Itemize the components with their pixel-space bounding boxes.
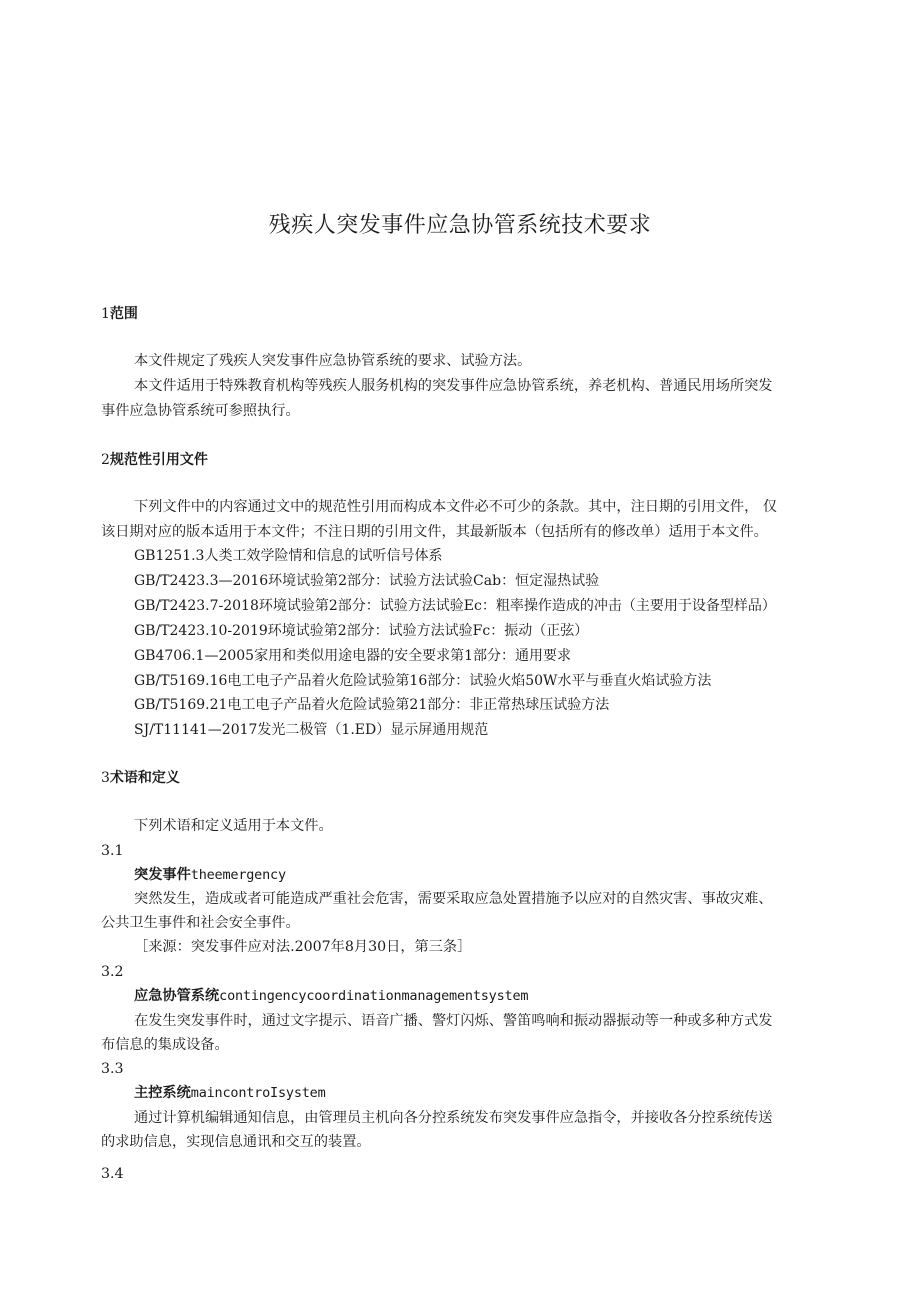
term-number: 3.2 bbox=[101, 964, 124, 980]
term-en: theemergency bbox=[190, 867, 286, 883]
term-zh: 应急协管系统 bbox=[134, 988, 220, 1004]
section-2-heading bbox=[101, 450, 208, 470]
reference-item: SJ/T11141—2017发光二极管（1.ED）显示屏通用规范 bbox=[134, 722, 489, 738]
paragraph-continuation: 该日期对应的版本适用于本文件；不注日期的引用文件，其最新版本（包括所有的修改单）适用于本文件。 bbox=[101, 524, 768, 540]
section-1-heading bbox=[101, 304, 138, 324]
section-number: 3 bbox=[101, 770, 110, 786]
reference-item: GB1251.3人类工效学险情和信息的试听信号体系 bbox=[134, 548, 443, 564]
term-definition: 通过计算机编辑通知信息，由管理员主机向各分控系统发布突发事件应急指令，并接收各分控系统传送 bbox=[134, 1110, 773, 1126]
paragraph: 下列术语和定义适用于本文件。 bbox=[134, 818, 333, 834]
reference-item: GB/T2423.10-2019环境试验第2部分：试验方法试验Fc：振动（正弦） bbox=[134, 623, 589, 639]
paragraph: 下列文件中的内容通过文中的规范性引用而构成本文件必不可少的条款。其中，注日期的引用文件， 仅 bbox=[134, 499, 777, 515]
paragraph-continuation: 事件应急协管系统可参照执行。 bbox=[101, 403, 300, 419]
paragraph: 本文件适用于特殊教育机构等残疾人服务机构的突发事件应急协管系统，养老机构、普通民用场所突发 bbox=[134, 378, 773, 394]
term-entry bbox=[134, 986, 528, 1006]
reference-item: GB/T5169.16电工电子产品着火危险试验第16部分：试验火焰50W水平与垂直火焰试验方法 bbox=[134, 673, 712, 689]
document-title: 残疾人突发事件应急协管系统技术要求 bbox=[268, 213, 652, 238]
section-number: 1 bbox=[101, 306, 110, 322]
reference-item: GB/T5169.21电工电子产品着火危险试验第21部分：非正常热球压试验方法 bbox=[134, 697, 610, 713]
term-source: ［来源：突发事件应对法.2007年8月30日，第三条］ bbox=[134, 939, 472, 955]
section-number: 2 bbox=[101, 452, 110, 468]
term-definition: 突然发生，造成或者可能造成严重社会危害，需要采取应急处置措施予以应对的自然灾害、事故灾难、 bbox=[134, 891, 773, 907]
term-number: 3.4 bbox=[101, 1166, 124, 1182]
reference-item: GB/T2423.3—2016环境试验第2部分：试验方法试验Cab：恒定湿热试验 bbox=[134, 573, 600, 589]
section-title: 术语和定义 bbox=[109, 770, 180, 786]
reference-item: GB/T2423.7-2018环境试验第2部分：试验方法试验Ec：粗率操作造成的冲击（主要用于设备型样品） bbox=[134, 598, 776, 614]
term-definition-continuation: 布信息的集成设备。 bbox=[101, 1037, 229, 1053]
section-title: 规范性引用文件 bbox=[109, 452, 208, 468]
section-title: 范围 bbox=[109, 306, 138, 322]
term-number: 3.1 bbox=[101, 843, 124, 859]
term-definition: 在发生突发事件时，通过文字提示、语音广播、警灯闪烁、警笛鸣响和振动器振动等一种或多种方式发 bbox=[134, 1013, 773, 1029]
section-3-heading bbox=[101, 768, 180, 788]
paragraph: 本文件规定了残疾人突发事件应急协管系统的要求、试验方法。 bbox=[134, 353, 532, 369]
term-definition-continuation: 公共卫生事件和社会安全事件。 bbox=[101, 915, 300, 931]
term-en: contingencycoordinationmanagementsystem bbox=[219, 988, 529, 1004]
term-zh: 突发事件 bbox=[134, 867, 191, 883]
term-number: 3.3 bbox=[101, 1061, 124, 1077]
term-en: maincontroIsystem bbox=[190, 1085, 326, 1101]
reference-item: GB4706.1—2005家用和类似用途电器的安全要求第1部分：通用要求 bbox=[134, 648, 571, 664]
term-entry bbox=[134, 1083, 326, 1103]
term-entry bbox=[134, 865, 286, 885]
term-definition-continuation: 的求助信息，实现信息通讯和交互的装置。 bbox=[101, 1134, 371, 1150]
term-zh: 主控系统 bbox=[134, 1085, 191, 1101]
